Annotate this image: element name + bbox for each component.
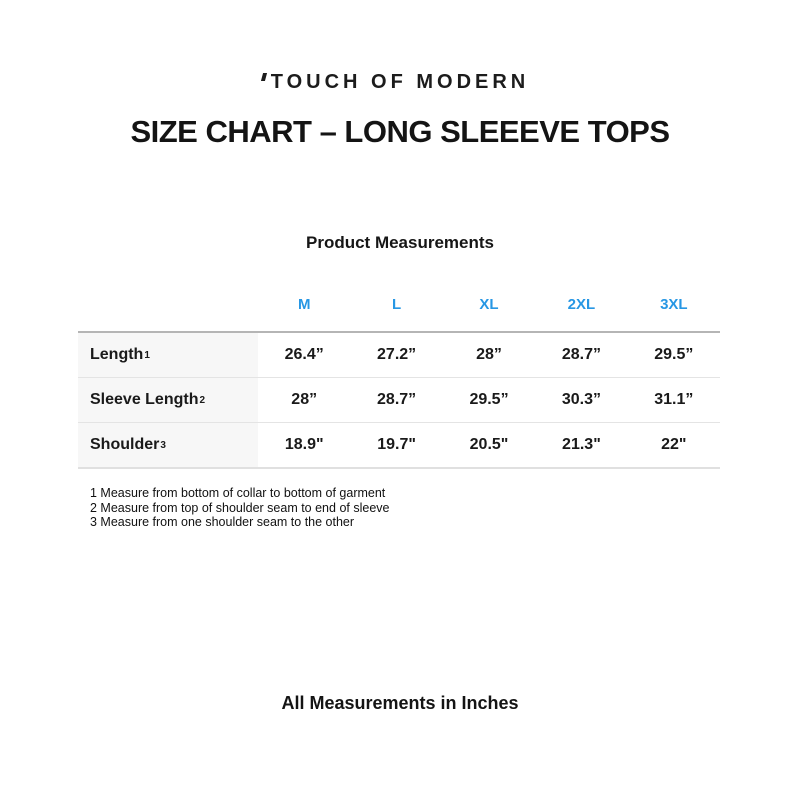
table-row xyxy=(78,333,720,378)
measurement-value: 28” xyxy=(476,346,502,363)
measurement-value: 29.5” xyxy=(469,391,509,408)
section-title: Product Measurements xyxy=(306,233,494,252)
measurement-value: 30.3” xyxy=(561,391,601,408)
brand-logo-text xyxy=(271,71,530,94)
measurement-value: 26.4” xyxy=(284,346,324,363)
footnote-line: 2 Measure from top of shoulder seam to end of sleeve xyxy=(90,500,390,515)
row-label: Length 1 xyxy=(78,333,258,377)
size-table-body xyxy=(78,331,720,469)
logo-tick-mark xyxy=(261,73,267,81)
measurements-table xyxy=(78,296,720,469)
row-label: Sleeve Length 2 xyxy=(78,378,258,422)
measurement-value: 28.7” xyxy=(561,346,601,363)
size-header-m: M xyxy=(297,296,311,313)
row-label: Shoulder 3 xyxy=(78,423,258,467)
measurement-value: 31.1” xyxy=(654,391,694,408)
measurement-value: 28” xyxy=(291,391,318,408)
measurement-value: 21.3" xyxy=(562,436,601,453)
footnotes xyxy=(90,486,389,530)
size-header-3xl: 3XL xyxy=(660,296,688,313)
footnote-line: 1 Measure from bottom of collar to bottom of garment xyxy=(90,486,386,500)
brand-logo xyxy=(0,71,800,94)
measurement-value: 22" xyxy=(661,436,687,453)
footnote-ref: 1 xyxy=(144,349,150,361)
measurement-value: 29.5” xyxy=(654,346,694,363)
measurements-unit-note: All Measurements in Inches xyxy=(281,693,519,713)
size-header-l: L xyxy=(392,296,402,313)
size-header-spacer xyxy=(78,296,258,313)
size-header-2xl: 2XL xyxy=(567,296,596,313)
footnote-line: 3 Measure from one shoulder seam to the other xyxy=(90,515,355,529)
measurement-value: 18.9" xyxy=(284,436,324,453)
table-row xyxy=(78,378,720,423)
measurement-value: 20.5" xyxy=(469,436,509,453)
footnote-ref: 3 xyxy=(160,439,166,451)
brand-logo-label: TOUCH OF MODERN xyxy=(270,71,530,93)
size-header-row xyxy=(78,296,720,313)
measurement-value: 19.7" xyxy=(377,436,416,453)
footnote-ref: 2 xyxy=(199,394,206,406)
table-row xyxy=(78,423,720,469)
page-title: SIZE CHART – LONG SLEEEVE TOPS xyxy=(130,114,670,149)
measurement-value: 27.2” xyxy=(377,346,417,363)
size-header-xl: XL xyxy=(479,296,499,313)
measurement-value: 28.7” xyxy=(377,391,417,408)
